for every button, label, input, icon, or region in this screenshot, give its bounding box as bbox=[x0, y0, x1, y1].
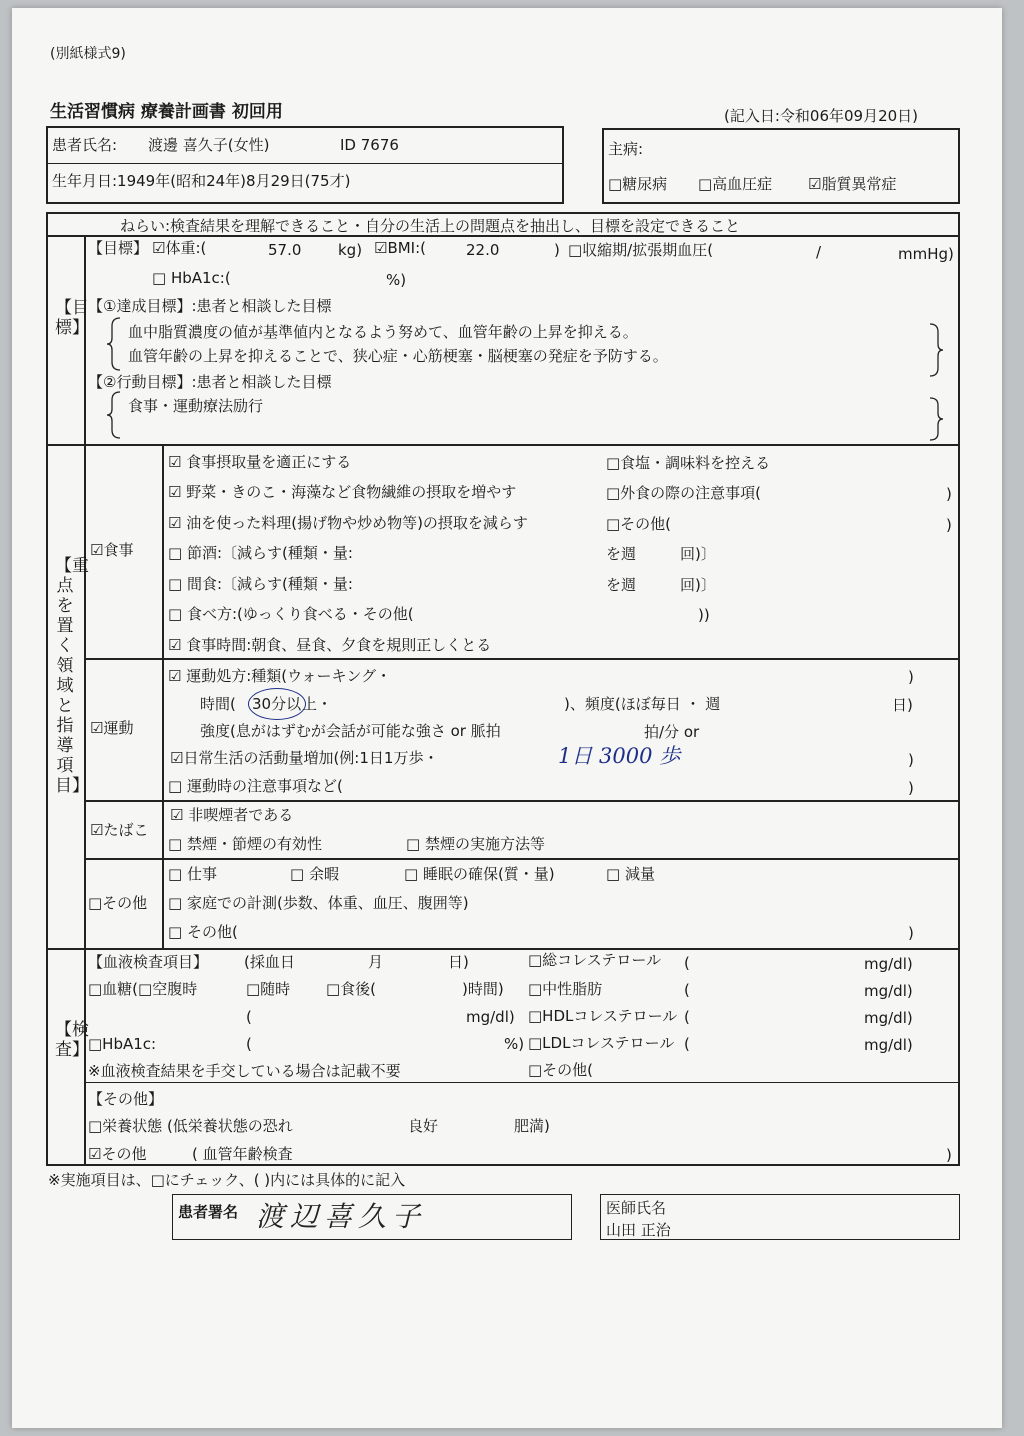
glucose-unit: mg/dl) bbox=[466, 1008, 515, 1026]
document-page bbox=[12, 8, 1002, 1428]
sampling-date: (採血日 bbox=[244, 953, 295, 971]
bmi-close: ) bbox=[554, 241, 560, 259]
hba1c-goal-unit: %) bbox=[386, 271, 407, 289]
patient-box bbox=[46, 126, 564, 204]
tg-unit: mg/dl) bbox=[864, 982, 913, 1000]
quit-effect: □ 禁煙・節煙の有効性 bbox=[168, 835, 322, 853]
glucose-anytime: □随時 bbox=[246, 980, 291, 998]
ldl-open: ( bbox=[684, 1035, 690, 1053]
bmi-checkbox: ☑BMI:( bbox=[374, 239, 427, 257]
eating-style-close: )) bbox=[698, 606, 710, 624]
weight-checkbox: ☑体重:( bbox=[152, 239, 207, 257]
patient-id: ID 7676 bbox=[340, 136, 399, 154]
hba1c-exam-unit: %) bbox=[504, 1035, 525, 1053]
diet-category: ☑食事 bbox=[90, 541, 134, 559]
diet-item-2: ☑ 野菜・きのこ・海藻など食物繊維の摂取を増やす bbox=[168, 483, 517, 501]
total-chol-open: ( bbox=[684, 954, 690, 972]
hdl-checkbox: □HDLコレステロール bbox=[528, 1007, 678, 1025]
exercise-intensity: 強度(息がはずむが会話が可能な強さ or 脈拍 bbox=[200, 722, 501, 740]
hdl-open: ( bbox=[684, 1008, 690, 1026]
other-focus-checkbox: □ その他( bbox=[168, 923, 238, 941]
right-brace-icon bbox=[928, 322, 944, 378]
alcohol-times: 回)〕 bbox=[680, 545, 716, 563]
entry-date: (記入日:令和06年09月20日) bbox=[724, 107, 919, 125]
sampling-day: 日) bbox=[448, 953, 469, 971]
exercise-pulse: 拍/分 or bbox=[644, 723, 700, 741]
exercise-time-value: 30分以 bbox=[252, 695, 302, 713]
eating-out-close: ) bbox=[946, 485, 952, 503]
patient-signature-label: 患者署名 bbox=[178, 1203, 239, 1221]
total-chol-unit: mg/dl) bbox=[864, 955, 913, 973]
achievement-goal-2: 血管年齢の上昇を抑えることで、狭心症・心筋梗塞・脳梗塞の発症を予防する。 bbox=[128, 347, 668, 365]
nutrition-good: 良好 bbox=[408, 1117, 439, 1135]
weight-unit: kg) bbox=[338, 241, 363, 259]
daily-activity: ☑日常生活の活動量増加(例:1日1万歩・ bbox=[170, 749, 439, 767]
others-other-close: ) bbox=[946, 1146, 952, 1164]
non-smoker: ☑ 非喫煙者である bbox=[170, 806, 294, 824]
alcohol-per-week: を週 bbox=[606, 545, 637, 563]
hypertension-checkbox: □高血圧症 bbox=[698, 175, 773, 193]
tobacco-category: ☑たばこ bbox=[90, 821, 149, 839]
patient-name: 渡邊 喜久子(女性) bbox=[148, 136, 270, 154]
hdl-unit: mg/dl) bbox=[864, 1009, 913, 1027]
bp-slash: / bbox=[816, 243, 822, 261]
exercise-frequency: )、頻度(ほぼ毎日 ・ 週 bbox=[564, 695, 721, 713]
others-label: 【その他】 bbox=[88, 1090, 164, 1108]
exam-other-checkbox: □その他( bbox=[528, 1061, 594, 1079]
snack-times: 回)〕 bbox=[680, 576, 716, 594]
others-other-value: ( 血管年齢検査 bbox=[192, 1145, 293, 1163]
glucose-hours: )時間) bbox=[462, 980, 504, 998]
hba1c-exam-checkbox: □HbA1c: bbox=[88, 1035, 157, 1053]
exercise-day: 日) bbox=[892, 696, 913, 714]
ldl-checkbox: □LDLコレステロール bbox=[528, 1034, 675, 1052]
others-other-checkbox: ☑その他 bbox=[88, 1145, 147, 1163]
diet-item-3: ☑ 油を使った料理(揚げ物や炒め物等)の摂取を減らす bbox=[168, 514, 528, 532]
weight-loss-checkbox: □ 減量 bbox=[606, 865, 655, 883]
nutrition-checkbox: □栄養状態 (低栄養状態の恐れ bbox=[88, 1117, 293, 1135]
target-label: 【目標】 bbox=[88, 239, 149, 257]
exercise-caution-close: ) bbox=[908, 779, 914, 797]
action-goal-1: 食事・運動療法励行 bbox=[128, 397, 264, 415]
patient-signature: 渡辺喜久子 bbox=[256, 1200, 427, 1233]
patient-name-label: 患者氏名: bbox=[52, 136, 118, 154]
exercise-category: ☑運動 bbox=[90, 719, 134, 737]
diet-item-4: □ 節酒:〔減らす(種類・量: bbox=[168, 544, 353, 562]
achievement-goal-label: 【①達成目標】:患者と相談した目標 bbox=[88, 297, 332, 315]
diet-other-checkbox: □その他( bbox=[606, 515, 672, 533]
tg-checkbox: □中性脂肪 bbox=[528, 980, 603, 998]
form-title: 生活習慣病 療養計画書 初回用 bbox=[50, 102, 283, 122]
diabetes-checkbox: □糖尿病 bbox=[608, 175, 668, 193]
blood-test-note: ※血液検査結果を手交している場合は記載不要 bbox=[88, 1062, 401, 1080]
salt-checkbox: □食塩・調味料を控える bbox=[606, 454, 771, 472]
tg-open: ( bbox=[684, 981, 690, 999]
ldl-unit: mg/dl) bbox=[864, 1036, 913, 1054]
bp-unit: mmHg) bbox=[898, 245, 954, 263]
diet-item-7: ☑ 食事時間:朝食、昼食、夕食を規則正しくとる bbox=[168, 636, 492, 654]
daily-activity-handwritten: 1日 3000 歩 bbox=[558, 744, 681, 768]
main-disease-label: 主病: bbox=[608, 140, 644, 158]
eating-out-checkbox: □外食の際の注意事項( bbox=[606, 484, 762, 502]
goal-side-label: 【目標】 bbox=[55, 298, 89, 338]
sleep-checkbox: □ 睡眠の確保(質・量) bbox=[404, 865, 555, 883]
glucose-postmeal: □食後( bbox=[326, 980, 377, 998]
exercise-caution: □ 運動時の注意事項など( bbox=[168, 777, 343, 795]
bmi-value: 22.0 bbox=[466, 241, 500, 259]
footer-note: ※実施項目は、□にチェック、( )内には具体的に記入 bbox=[48, 1171, 406, 1189]
exercise-time-prefix: 時間( bbox=[200, 695, 236, 713]
focus-side-label: 【重点を置く領域と指導項目】 bbox=[55, 556, 89, 796]
diet-other-close: ) bbox=[946, 516, 952, 534]
diet-item-5: □ 間食:〔減らす(種類・量: bbox=[168, 575, 353, 593]
daily-activity-close: ) bbox=[908, 751, 914, 769]
exercise-prescription: ☑ 運動処方:種類(ウォーキング・ bbox=[168, 667, 392, 685]
home-measure-checkbox: □ 家庭での計測(歩数、体重、血圧、腹囲等) bbox=[168, 894, 469, 912]
snack-per-week: を週 bbox=[606, 576, 637, 594]
diet-item-1: ☑ 食事摂取量を適正にする bbox=[168, 453, 352, 471]
glucose-checkbox: □血糖(□空腹時 bbox=[88, 980, 198, 998]
dyslipidemia-checkbox: ☑脂質異常症 bbox=[808, 175, 897, 193]
hba1c-exam-open: ( bbox=[246, 1035, 252, 1053]
diet-item-6: □ 食べ方:(ゆっくり食べる・その他( bbox=[168, 605, 414, 623]
exercise-prescription-close: ) bbox=[908, 668, 914, 686]
blood-test-label: 【血液検査項目】 bbox=[88, 953, 209, 971]
work-checkbox: □ 仕事 bbox=[168, 865, 217, 883]
right-brace-icon bbox=[928, 396, 944, 442]
aim-text: ねらい:検査結果を理解できること・自分の生活上の問題点を抽出し、目標を設定できること bbox=[120, 217, 741, 235]
glucose-value-open: ( bbox=[246, 1008, 252, 1026]
sampling-month: 月 bbox=[368, 953, 384, 971]
doctor-label: 医師氏名 bbox=[606, 1199, 667, 1217]
nutrition-obese: 肥満) bbox=[514, 1117, 550, 1135]
form-id: (別紙様式9) bbox=[50, 46, 126, 62]
bp-checkbox: □収縮期/拡張期血圧( bbox=[568, 241, 714, 259]
handwritten-circle bbox=[248, 688, 306, 720]
doctor-name: 山田 正治 bbox=[606, 1221, 671, 1239]
hba1c-goal-checkbox: □ HbA1c:( bbox=[152, 269, 231, 287]
total-chol-checkbox: □総コレステロール bbox=[528, 951, 662, 969]
leisure-checkbox: □ 余暇 bbox=[290, 865, 339, 883]
left-brace-icon bbox=[106, 316, 122, 372]
exam-side-label: 【検査】 bbox=[55, 1020, 89, 1060]
left-brace-icon bbox=[106, 390, 122, 440]
exercise-time-suffix: 上・ bbox=[302, 695, 333, 713]
quit-method: □ 禁煙の実施方法等 bbox=[406, 835, 545, 853]
other-focus-close: ) bbox=[908, 924, 914, 942]
achievement-goal-1: 血中脂質濃度の値が基準値内となるよう努めて、血管年齢の上昇を抑える。 bbox=[128, 323, 638, 341]
action-goal-label: 【②行動目標】:患者と相談した目標 bbox=[88, 373, 332, 391]
weight-value: 57.0 bbox=[268, 241, 302, 259]
other-category: □その他 bbox=[88, 894, 148, 912]
patient-dob: 生年月日:1949年(昭和24年)8月29日(75才) bbox=[52, 172, 351, 190]
